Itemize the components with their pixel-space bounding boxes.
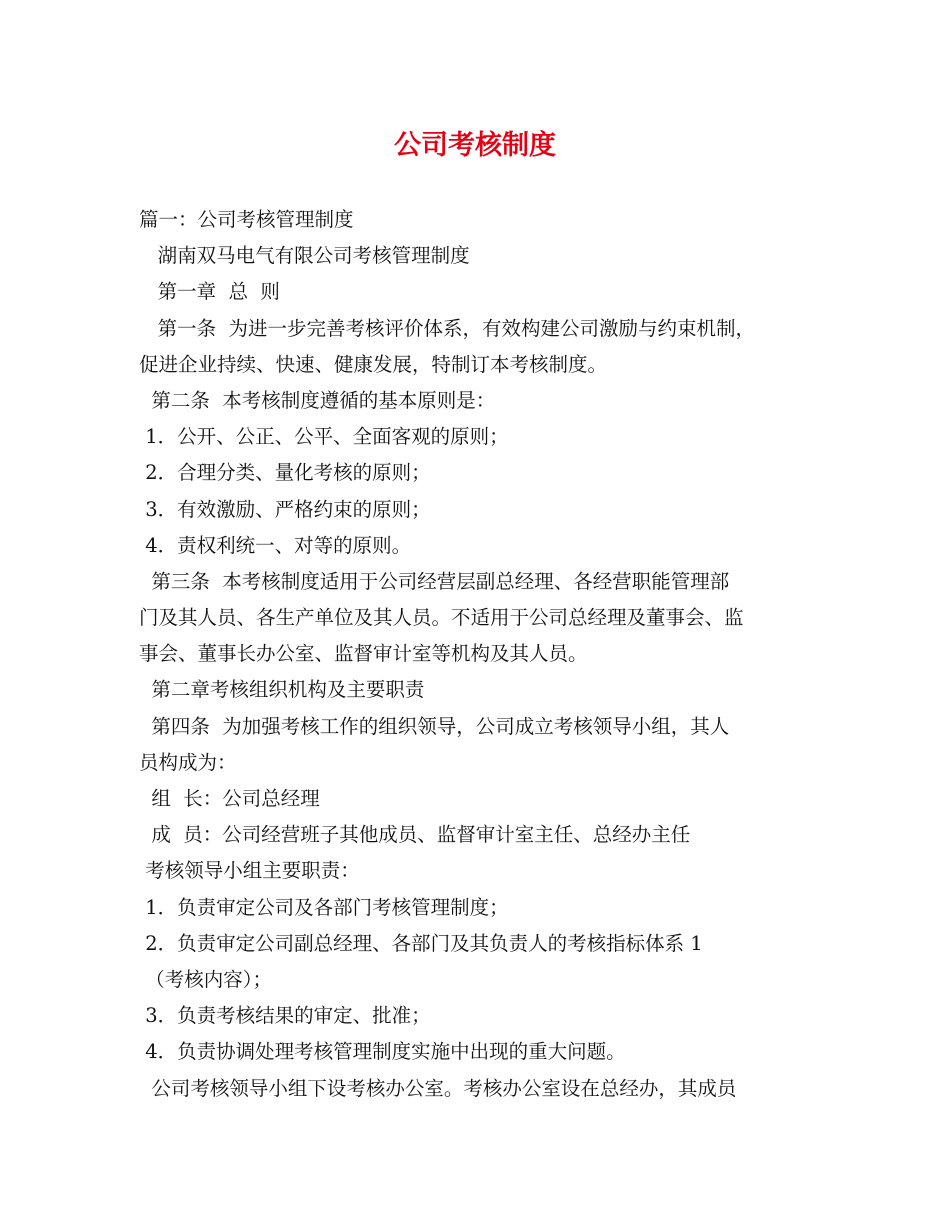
text-line: 考核领导小组主要职责： [139, 859, 360, 883]
text-line: 4．负责协调处理考核管理制度实施中出现的重大问题。 [139, 1040, 626, 1064]
text-line: 2．合理分类、量化考核的原则； [139, 461, 431, 485]
text-line: 组 长：公司总经理 [139, 787, 320, 810]
text-line: 第一条 为进一步完善考核评价体系，有效构建公司激励与约束机制， [139, 316, 755, 340]
text-line: 3．有效激励、严格约束的原则； [139, 497, 431, 521]
text-line: 1．公开、公正、公平、全面客观的原则； [139, 425, 509, 449]
text-line: 公司考核领导小组下设考核办公室。考核办公室设在总经办，其成员 [139, 1076, 737, 1100]
text-line: 第一章 总 则 [139, 280, 280, 304]
text-line: 篇一：公司考核管理制度 [139, 208, 354, 231]
text-line: （考核内容）； [139, 967, 272, 991]
text-line: 成 员：公司经营班子其他成员、监督审计室主任、总经办主任 [139, 823, 691, 847]
text-line: 1．负责审定公司及各部门考核管理制度； [139, 895, 509, 919]
document-title: 公司考核制度 [394, 130, 556, 161]
text-line: 促进企业持续、快速、健康发展，特制订本考核制度。 [139, 352, 608, 376]
text-line: 4．责权利统一、对等的原则。 [139, 533, 412, 557]
text-line: 湖南双马电气有限公司考核管理制度 [139, 244, 470, 268]
text-line: 第二条 本考核制度遵循的基本原则是： [139, 388, 496, 412]
document-body [139, 202, 829, 1107]
text-line: 第三条 本考核制度适用于公司经营层副总经理、各经营职能管理部 [139, 569, 730, 593]
text-line: 第二章考核组织机构及主要职责 [139, 678, 425, 702]
text-line: 第四条 为加强考核工作的组织领导，公司成立考核领导小组，其人 [139, 714, 730, 738]
text-line: 门及其人员、各生产单位及其人员。不适用于公司总经理及董事会、监 [139, 606, 744, 630]
text-line: 事会、董事长办公室、监督审计室等机构及其人员。 [139, 642, 588, 666]
text-line: 3．负责考核结果的审定、批准； [139, 1004, 431, 1028]
text-line: 员构成为： [139, 750, 237, 774]
text-line: 2．负责审定公司副总经理、各部门及其负责人的考核指标体系 1 [139, 931, 703, 955]
